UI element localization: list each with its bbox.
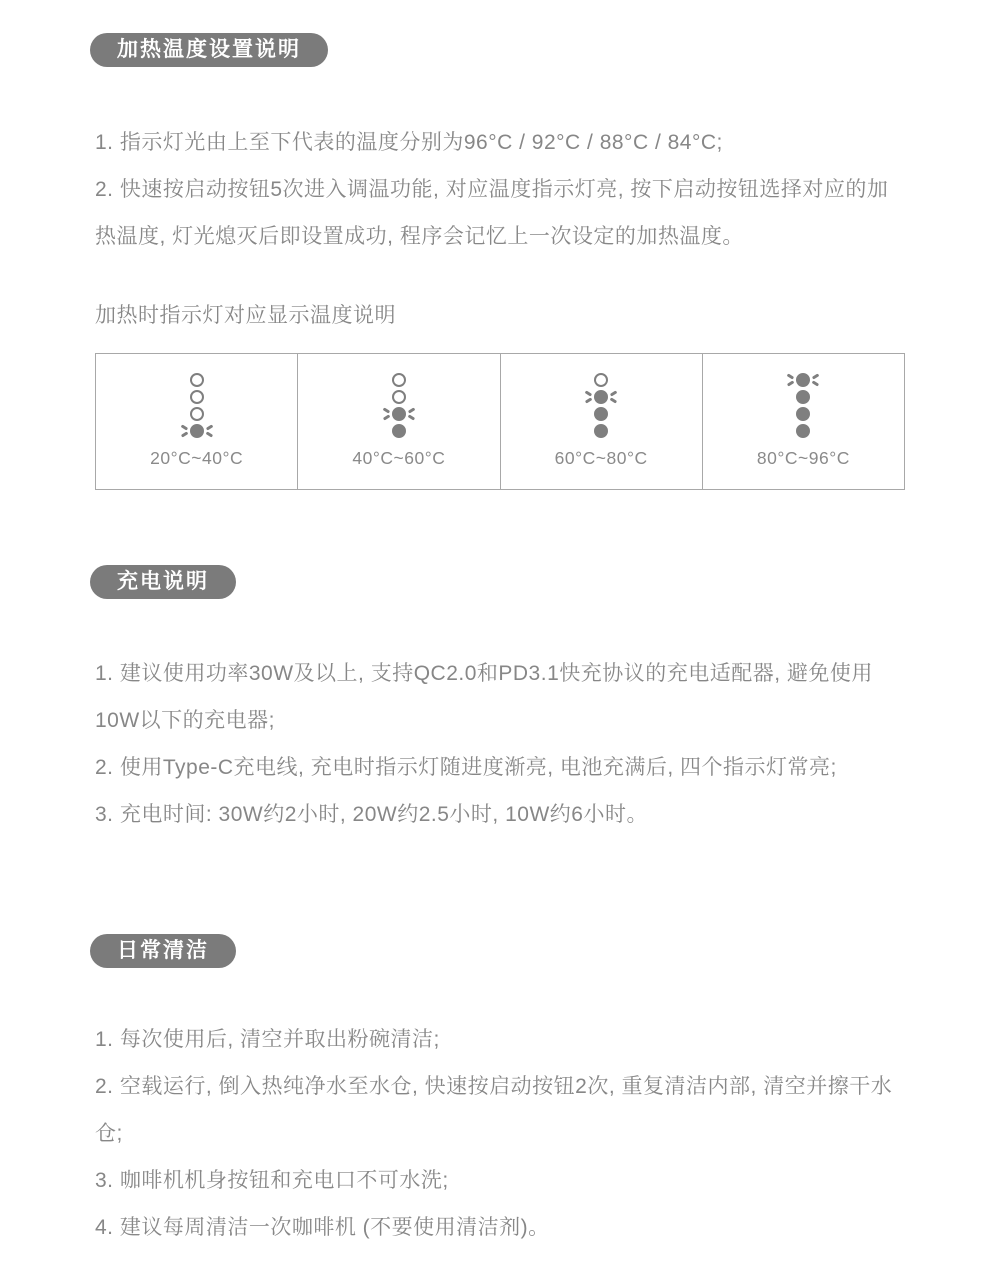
blink-ray [205,431,212,437]
indicator-light-blink [190,424,204,438]
heating-instruction-item: 2. 快速按启动按钮5次进入调温功能, 对应温度指示灯亮, 按下启动按钮选择对应的加热温度, 灯光熄灭后即设置成功, 程序会记忆上一次设定的加热温度。 [95,178,889,248]
indicator-light-on [796,424,810,438]
indicator-light-blink [796,373,810,387]
cleaning-instruction-item: 2. 空载运行, 倒入热纯净水至水仓, 快速按启动按钮2次, 重复清洁内部, 清空并擦干水仓; [95,1075,893,1145]
cleaning-instruction-list [95,1016,907,1251]
charging-instruction-item: 3. 充电时间: 30W约2小时, 20W约2.5小时, 10W约6小时。 [95,803,648,826]
indicator-light-off [190,373,204,387]
blink-ray [585,390,592,396]
indicator-light-on [594,407,608,421]
section-header-cleaning: 日常清洁 [90,934,236,968]
indicator-light-on [594,424,608,438]
section-header-heating: 加热温度设置说明 [90,33,328,67]
indicator-light-off [392,373,406,387]
cleaning-instruction-item: 3. 咖啡机机身按钮和充电口不可水洗; [95,1169,449,1192]
heating-instruction-item: 1. 指示灯光由上至下代表的温度分别为96°C / 92°C / 88°C / 84°C; [95,131,723,154]
blink-ray [180,431,187,437]
temp-table-subtitle: 加热时指示灯对应显示温度说明 [95,304,396,327]
temp-range-label: 40°C~60°C [352,448,446,468]
blink-ray [610,390,617,396]
indicator-light-stack [594,371,608,439]
indicator-light-on [392,424,406,438]
section-header-charging: 充电说明 [90,565,236,599]
blink-ray [205,424,212,430]
indicator-light-off [190,390,204,404]
indicator-light-off [392,390,406,404]
temp-range-label: 20°C~40°C [150,448,244,468]
blink-ray [180,424,187,430]
indicator-light-on [796,407,810,421]
indicator-light-stack [392,371,406,439]
blink-ray [812,380,819,386]
temp-table-cell [500,354,702,489]
indicator-light-stack [190,371,204,439]
charging-instruction-item: 1. 建议使用功率30W及以上, 支持QC2.0和PD3.1快充协议的充电适配器, 避免使用10W以下的充电器; [95,662,873,732]
blink-ray [610,397,617,403]
blink-ray [383,407,390,413]
charging-instruction-list [95,650,907,838]
blink-ray [408,414,415,420]
blink-ray [585,397,592,403]
blink-ray [408,407,415,413]
cleaning-instruction-item: 4. 建议每周清洁一次咖啡机 (不要使用清洁剂)。 [95,1216,550,1239]
indicator-light-on [796,390,810,404]
indicator-light-blink [392,407,406,421]
charging-instruction-item: 2. 使用Type-C充电线, 充电时指示灯随进度渐亮, 电池充满后, 四个指示灯常亮; [95,756,837,779]
blink-ray [787,373,794,379]
blink-ray [812,373,819,379]
heating-instruction-list [95,119,907,260]
temperature-indicator-table [95,353,905,490]
cleaning-instruction-item: 1. 每次使用后, 清空并取出粉碗清洁; [95,1028,440,1051]
temp-range-label: 60°C~80°C [554,448,648,468]
blink-ray [787,380,794,386]
temp-table-cell [702,354,904,489]
temp-table-cell [96,354,297,489]
indicator-light-stack [796,371,810,439]
indicator-light-off [190,407,204,421]
temp-table-cell [297,354,499,489]
blink-ray [383,414,390,420]
temp-range-label: 80°C~96°C [756,448,850,468]
indicator-light-off [594,373,608,387]
indicator-light-blink [594,390,608,404]
